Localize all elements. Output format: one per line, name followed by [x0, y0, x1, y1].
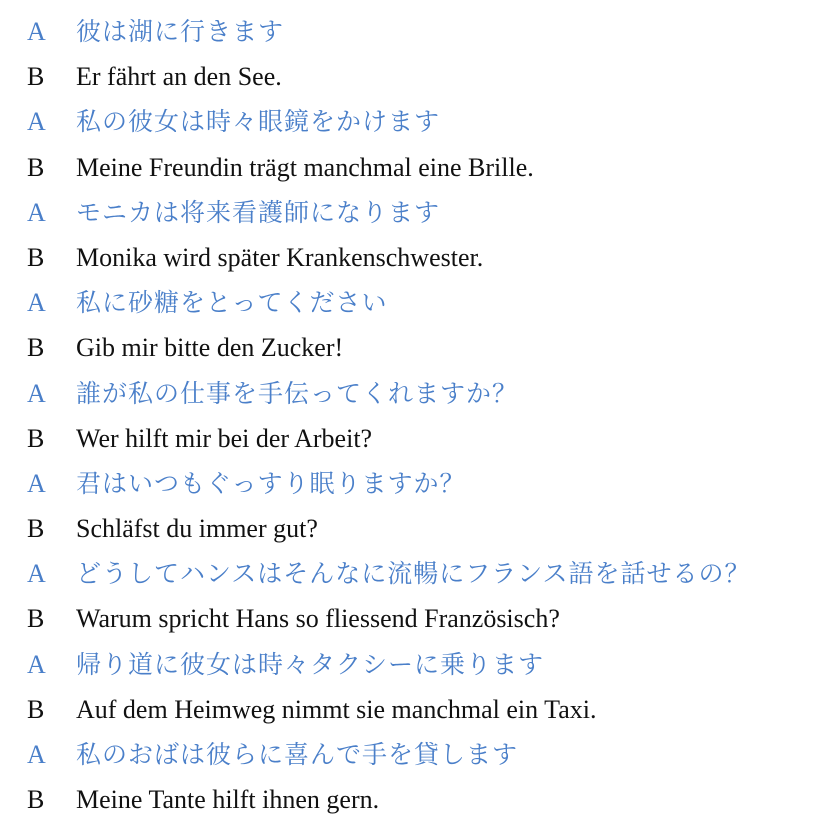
dialogue-line-japanese [0, 280, 814, 325]
dialogue-line-japanese [0, 642, 814, 687]
dialogue-line-japanese [0, 9, 814, 54]
dialogue-line-german [0, 687, 814, 732]
speaker-label: B [27, 694, 45, 724]
speaker-label: B [27, 604, 45, 634]
line-text: Meine Tante hilft ihnen gern. [76, 785, 380, 815]
speaker-label: A [27, 740, 46, 769]
dialogue-line-german [0, 777, 814, 822]
dialogue-line-german [0, 596, 814, 641]
dialogue-line-german [0, 235, 814, 280]
line-text: モニカは将来看護師になります [76, 197, 441, 227]
dialogue-line-japanese [0, 99, 814, 144]
line-text: Warum spricht Hans so fliessend Französisch? [76, 604, 560, 634]
speaker-label: A [27, 468, 46, 498]
line-text: 誰が私の仕事を手伝ってくれますか？ [76, 378, 519, 408]
dialogue-line-german [0, 325, 814, 370]
line-text: 私に砂糖をとってください [76, 288, 388, 318]
speaker-label: A [27, 378, 46, 408]
line-text: Er fährt an den See. [76, 62, 282, 92]
dialogue-line-german [0, 54, 814, 99]
speaker-label: A [27, 17, 46, 46]
line-text: 君はいつもぐっすり眠りますか？ [76, 468, 466, 498]
speaker-label: B [27, 514, 45, 544]
speaker-label: A [27, 559, 46, 589]
dialogue-line-german [0, 506, 814, 551]
dialogue-line-japanese [0, 732, 814, 777]
speaker-label: B [27, 785, 45, 815]
speaker-label: A [27, 649, 46, 679]
dialogue-line-german [0, 145, 814, 190]
line-text: Auf dem Heimweg nimmt sie manchmal ein Taxi. [76, 694, 597, 724]
line-text: 私の彼女は時々眼鏡をかけます [76, 107, 441, 137]
dialogue-line-japanese [0, 371, 814, 416]
dialogue-line-japanese [0, 190, 814, 235]
speaker-label: B [27, 62, 45, 92]
line-text: Schläfst du immer gut? [76, 514, 318, 544]
speaker-label: B [27, 333, 45, 363]
speaker-label: B [27, 242, 45, 272]
speaker-label: A [27, 197, 46, 227]
dialogue-list [0, 9, 814, 822]
speaker-label: B [27, 423, 45, 453]
line-text: Monika wird später Krankenschwester. [76, 242, 484, 272]
dialogue-line-german [0, 416, 814, 461]
line-text: 帰り道に彼女は時々タクシーに乗ります [76, 649, 545, 679]
line-text: どうしてハンスはそんなに流暢にフランス語を話せるの？ [76, 559, 751, 589]
line-text: 私のおばは彼らに喜んで手を貸します [76, 740, 519, 769]
dialogue-line-japanese [0, 461, 814, 506]
speaker-label: B [27, 152, 45, 182]
line-text: Gib mir bitte den Zucker! [76, 333, 344, 363]
line-text: Meine Freundin trägt manchmal eine Brille. [76, 152, 534, 182]
speaker-label: A [27, 107, 46, 137]
dialogue-line-japanese [0, 551, 814, 596]
speaker-label: A [27, 288, 46, 318]
line-text: Wer hilft mir bei der Arbeit? [76, 423, 373, 453]
line-text: 彼は湖に行きます [76, 17, 285, 46]
